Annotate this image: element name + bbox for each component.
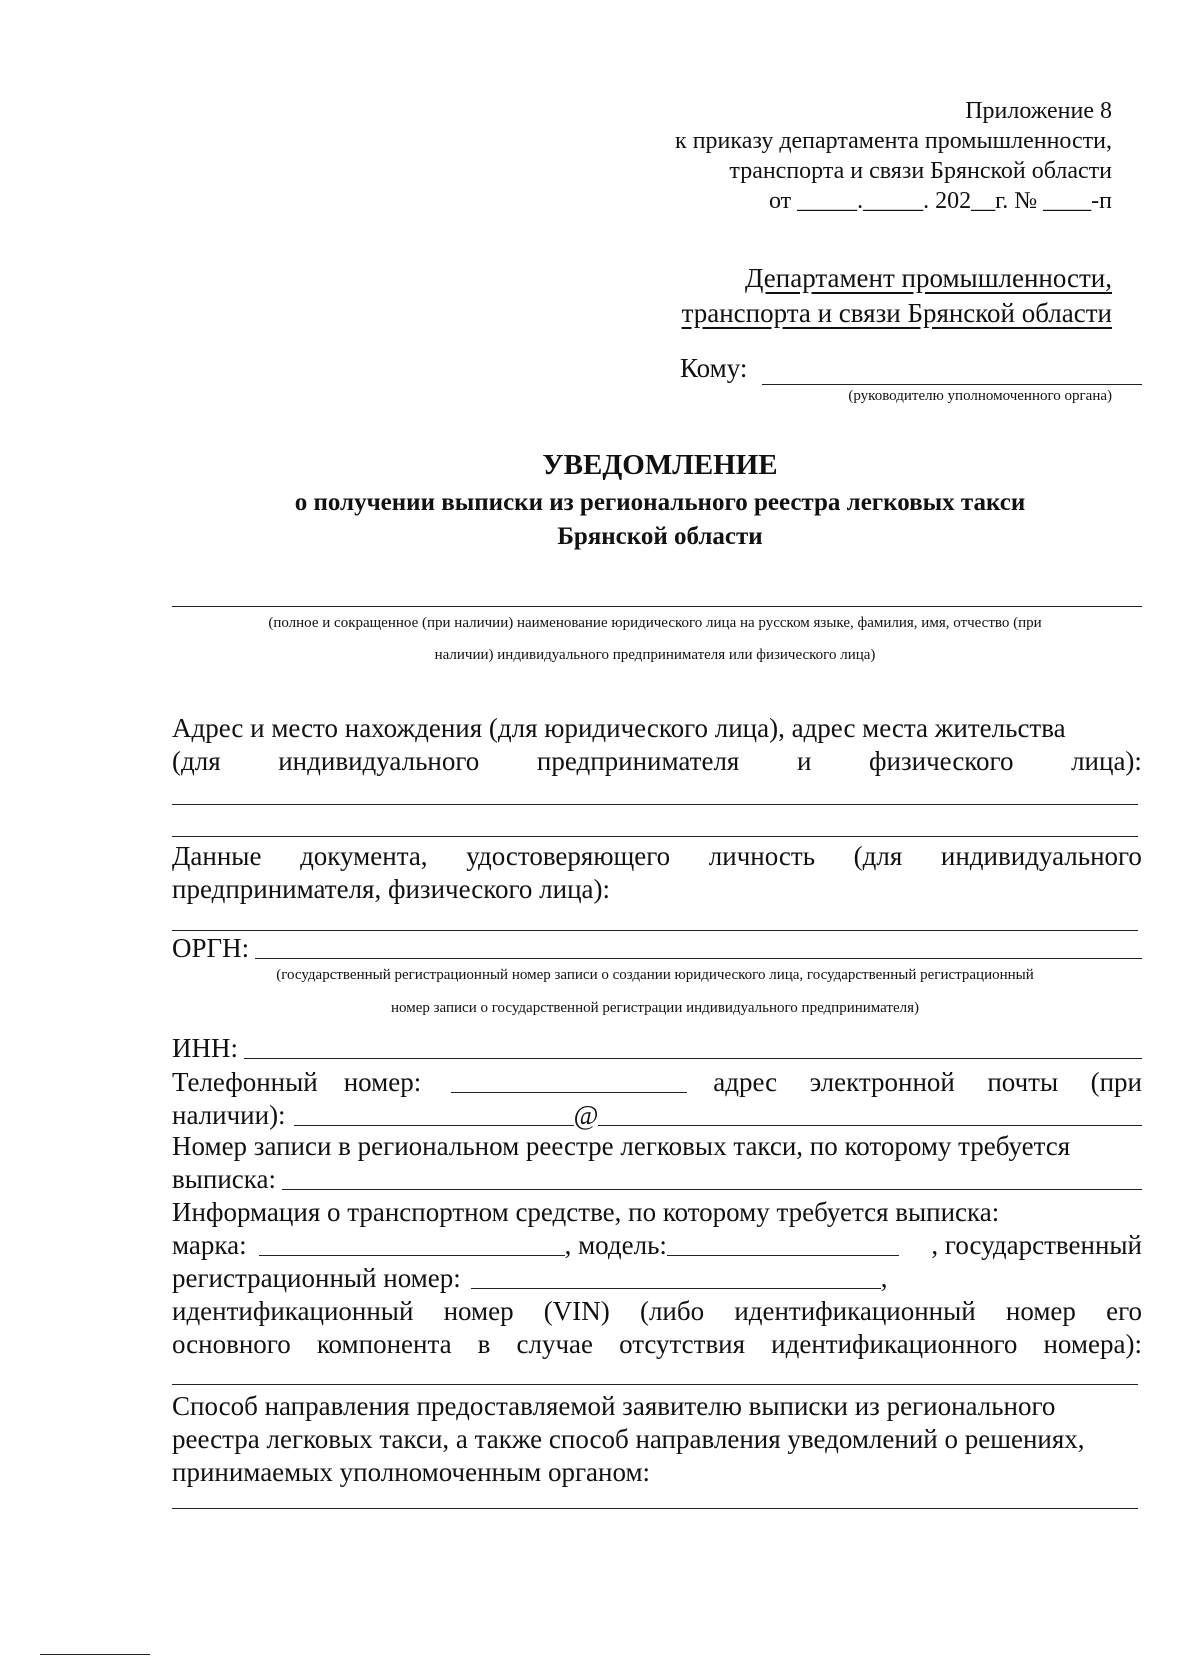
ogrn-label: ОРГН: <box>172 933 250 963</box>
vin-field[interactable] <box>172 1384 1138 1385</box>
address-word: лица): <box>1071 746 1142 776</box>
vin-word: отсутствия <box>619 1329 746 1359</box>
address-section <box>172 712 1142 778</box>
phone-label-2: номер: <box>343 1067 422 1097</box>
document-title: УВЕДОМЛЕНИЕ <box>542 449 778 481</box>
order-reference: к приказу департамента промышленности, <box>675 128 1112 154</box>
delivery-label-line3: принимаемых уполномоченным органом: <box>172 1457 651 1487</box>
ogrn-caption-line1: (государственный регистрационный номер записи о создании юридического лица, государственный регистрационный <box>276 967 1034 983</box>
delivery-field[interactable] <box>172 1508 1138 1509</box>
identity-word: индивидуального <box>940 841 1142 871</box>
contacts-row <box>172 1066 1142 1132</box>
document-subtitle-line2: Брянской области <box>557 523 763 550</box>
vehicle-section <box>172 1196 1142 1361</box>
delivery-section <box>172 1390 1152 1489</box>
model-field[interactable] <box>667 1254 899 1256</box>
address-word: физического <box>869 746 1014 776</box>
appendix-title: Приложение 8 <box>965 98 1112 124</box>
vin-word: номер <box>1005 1296 1076 1326</box>
vin-word: (VIN) <box>543 1296 610 1326</box>
identity-section <box>172 840 1142 906</box>
ogrn-field[interactable] <box>255 957 1142 959</box>
vin-label-line2 <box>172 1328 1142 1361</box>
registry-number-field[interactable] <box>282 1188 1142 1190</box>
identity-label-line1 <box>172 840 1142 873</box>
recipient-department <box>512 262 1112 330</box>
email-user-field[interactable] <box>294 1124 574 1126</box>
vin-word: идентификационного <box>771 1329 1018 1359</box>
registry-section <box>172 1130 1142 1196</box>
department-name-line2: транспорта и связи Брянской области <box>681 298 1112 328</box>
address-word: (для <box>172 746 221 776</box>
vin-word: идентификационный <box>734 1296 976 1326</box>
make-field[interactable] <box>259 1254 565 1256</box>
department-name-line1: Департамент промышленности, <box>745 263 1112 293</box>
address-word: и <box>796 746 812 776</box>
vin-word: (либо <box>639 1296 705 1326</box>
registry-label-line1: Номер записи в региональном реестре легковых такси, по которому требуется <box>172 1131 1071 1161</box>
order-department: транспорта и связи Брянской области <box>729 158 1112 184</box>
address-field-line1[interactable] <box>172 804 1138 805</box>
reg-number-comma: , <box>880 1263 888 1293</box>
vin-label-line1 <box>172 1295 1142 1328</box>
identity-word: Данные <box>172 841 262 871</box>
model-label: , модель: <box>564 1230 667 1260</box>
identity-word: удостоверяющего <box>466 841 671 871</box>
to-field[interactable] <box>762 384 1142 385</box>
inn-field[interactable] <box>244 1057 1142 1059</box>
vin-word: номера): <box>1043 1329 1142 1359</box>
appendix-header <box>512 96 1112 216</box>
vin-word: компонента <box>316 1329 452 1359</box>
order-date-number: от _____._____. 202__г. № ____-п <box>768 188 1112 214</box>
vin-word: его <box>1106 1296 1142 1326</box>
email-label-word: электронной <box>809 1067 955 1097</box>
identity-word: (для <box>853 841 903 871</box>
address-field-line2[interactable] <box>172 836 1138 837</box>
vin-word: в <box>477 1329 491 1359</box>
email-domain-field[interactable] <box>598 1124 1142 1126</box>
registry-label-line2: выписка: <box>172 1164 276 1194</box>
to-label: Кому: <box>680 353 748 383</box>
vehicle-intro: Информация о транспортном средстве, по которому требуется выписка: <box>172 1197 1000 1227</box>
email-label-word: адрес <box>713 1067 778 1097</box>
phone-label: Телефонный <box>172 1067 318 1097</box>
applicant-name-caption-line2: наличии) индивидуального предпринимателя или физического лица) <box>434 647 876 663</box>
reg-number-label: регистрационный номер: <box>172 1263 461 1293</box>
address-word: предпринимателя <box>536 746 740 776</box>
state-label: , государственный <box>931 1230 1142 1260</box>
identity-word: личность <box>708 841 816 871</box>
ogrn-row <box>172 932 1142 965</box>
address-label-line1: Адрес и место нахождения (для юридического лица), адрес места жительства <box>172 713 1066 743</box>
address-word: индивидуального <box>278 746 480 776</box>
document-subtitle-line1: о получении выписки из регионального реестра легковых такси <box>294 489 1026 516</box>
vin-word: номер <box>443 1296 514 1326</box>
vin-word: идентификационный <box>172 1296 414 1326</box>
identity-word: документа, <box>300 841 428 871</box>
vin-word: основного <box>172 1329 291 1359</box>
email-label-word: (при <box>1090 1067 1142 1097</box>
email-label-cont: наличии): <box>172 1100 286 1130</box>
make-label: марка: <box>172 1230 247 1260</box>
footnote-separator <box>40 1654 150 1655</box>
email-at-sign: @ <box>573 1100 599 1130</box>
email-label-word: почты <box>987 1067 1059 1097</box>
ogrn-caption-line2: номер записи о государственной регистрации индивидуального предпринимателя) <box>390 1000 920 1016</box>
delivery-label-line2: реестра легковых такси, а также способ направления уведомлений о решениях, <box>172 1424 1085 1454</box>
inn-row <box>172 1032 1142 1065</box>
identity-field[interactable] <box>172 930 1138 931</box>
to-caption: (руководителю уполномоченного органа) <box>848 388 1112 404</box>
identity-label-line2: предпринимателя, физического лица): <box>172 874 610 904</box>
inn-label: ИНН: <box>172 1033 238 1063</box>
vin-word: случае <box>516 1329 594 1359</box>
reg-number-field[interactable] <box>471 1287 881 1289</box>
applicant-name-caption-line1: (полное и сокращенное (при наличии) наименование юридического лица на русском языке, фамилия, имя, отчество (при <box>268 615 1042 631</box>
phone-field[interactable] <box>451 1091 687 1093</box>
delivery-label-line1: Способ направления предоставляемой заявителю выписки из регионального <box>172 1391 1056 1421</box>
address-label-line2 <box>172 745 1142 778</box>
applicant-name-field[interactable] <box>172 606 1142 607</box>
